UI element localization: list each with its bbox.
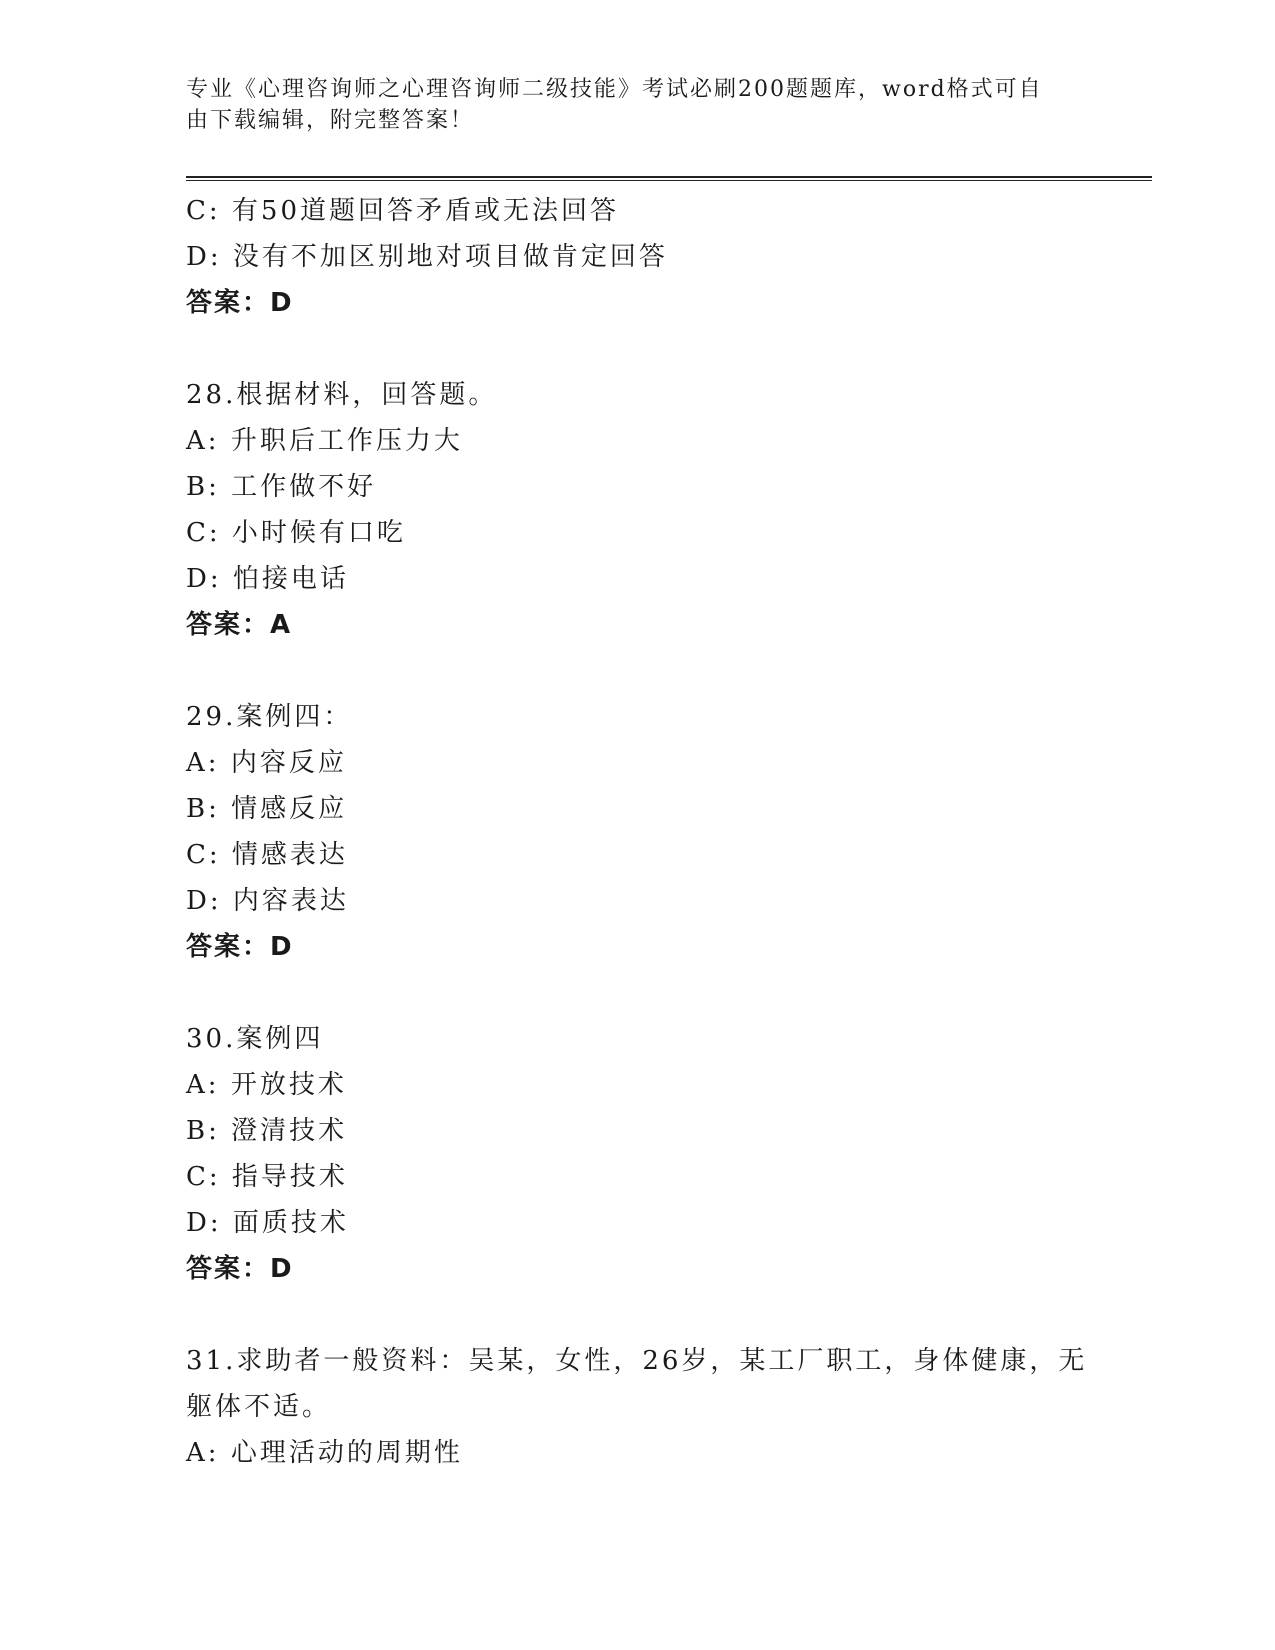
answer-line: 答案：D <box>186 1254 294 1284</box>
spacer <box>186 1292 1152 1338</box>
header-line-2: 由下载编辑，附完整答案！ <box>186 108 475 133</box>
option-letter: C: <box>186 518 221 548</box>
option-line <box>186 1430 1152 1476</box>
option-line <box>186 510 1152 556</box>
spacer <box>186 326 1152 372</box>
spacer <box>186 970 1152 1016</box>
option-text: 指导技术 <box>231 1162 348 1192</box>
answer-line: 答案：D <box>186 932 294 962</box>
option-line <box>186 786 1152 832</box>
option-letter: D: <box>186 1208 222 1238</box>
question-stem: 29.案例四： <box>186 702 353 732</box>
question-stem: 31.求助者一般资料：吴某，女性，26岁，某工厂职工，身体健康，无 <box>186 1346 1088 1376</box>
option-letter: A: <box>186 748 220 778</box>
option-line <box>186 234 1152 280</box>
option-text: 情感反应 <box>231 794 348 824</box>
option-letter: A: <box>186 1438 220 1468</box>
option-text: 情感表达 <box>231 840 348 870</box>
option-text: 澄清技术 <box>231 1116 348 1146</box>
option-letter: D: <box>186 886 222 916</box>
option-text: 面质技术 <box>232 1208 349 1238</box>
option-text: 怕接电话 <box>232 564 349 594</box>
option-text: 内容表达 <box>232 886 349 916</box>
option-text: 工作做不好 <box>231 472 377 502</box>
question-list <box>186 188 1152 1476</box>
option-line <box>186 878 1152 924</box>
option-text: 没有不加区别地对项目做肯定回答 <box>232 242 668 272</box>
option-line <box>186 418 1152 464</box>
option-line <box>186 188 1152 234</box>
option-line <box>186 1108 1152 1154</box>
option-letter: C: <box>186 1162 221 1192</box>
spacer <box>186 648 1152 694</box>
question-stem: 28.根据材料，回答题。 <box>186 380 498 410</box>
option-line <box>186 464 1152 510</box>
document-header <box>186 74 1066 136</box>
answer-line: 答案：D <box>186 288 294 318</box>
option-letter: D: <box>186 242 222 272</box>
option-letter: A: <box>186 1070 220 1100</box>
answer-line: 答案：A <box>186 610 293 640</box>
option-letter: C: <box>186 840 221 870</box>
option-letter: D: <box>186 564 222 594</box>
option-letter: B: <box>186 1116 220 1146</box>
header-divider <box>186 176 1152 181</box>
option-letter: B: <box>186 472 220 502</box>
option-letter: B: <box>186 794 220 824</box>
option-line <box>186 832 1152 878</box>
option-letter: A: <box>186 426 220 456</box>
option-text: 心理活动的周期性 <box>230 1438 463 1468</box>
option-text: 有50道题回答矛盾或无法回答 <box>231 196 620 226</box>
option-text: 小时候有口吃 <box>231 518 406 548</box>
option-line <box>186 1200 1152 1246</box>
option-letter: C: <box>186 196 221 226</box>
option-text: 升职后工作压力大 <box>230 426 463 456</box>
option-text: 开放技术 <box>230 1070 347 1100</box>
option-line <box>186 1062 1152 1108</box>
option-line <box>186 740 1152 786</box>
option-text: 内容反应 <box>230 748 347 778</box>
option-line <box>186 1154 1152 1200</box>
option-line <box>186 556 1152 602</box>
question-stem-continued: 躯体不适。 <box>186 1392 332 1422</box>
header-line-1: 专业《心理咨询师之心理咨询师二级技能》考试必刷200题题库，word格式可自 <box>186 77 1043 102</box>
question-stem: 30.案例四 <box>186 1024 324 1054</box>
